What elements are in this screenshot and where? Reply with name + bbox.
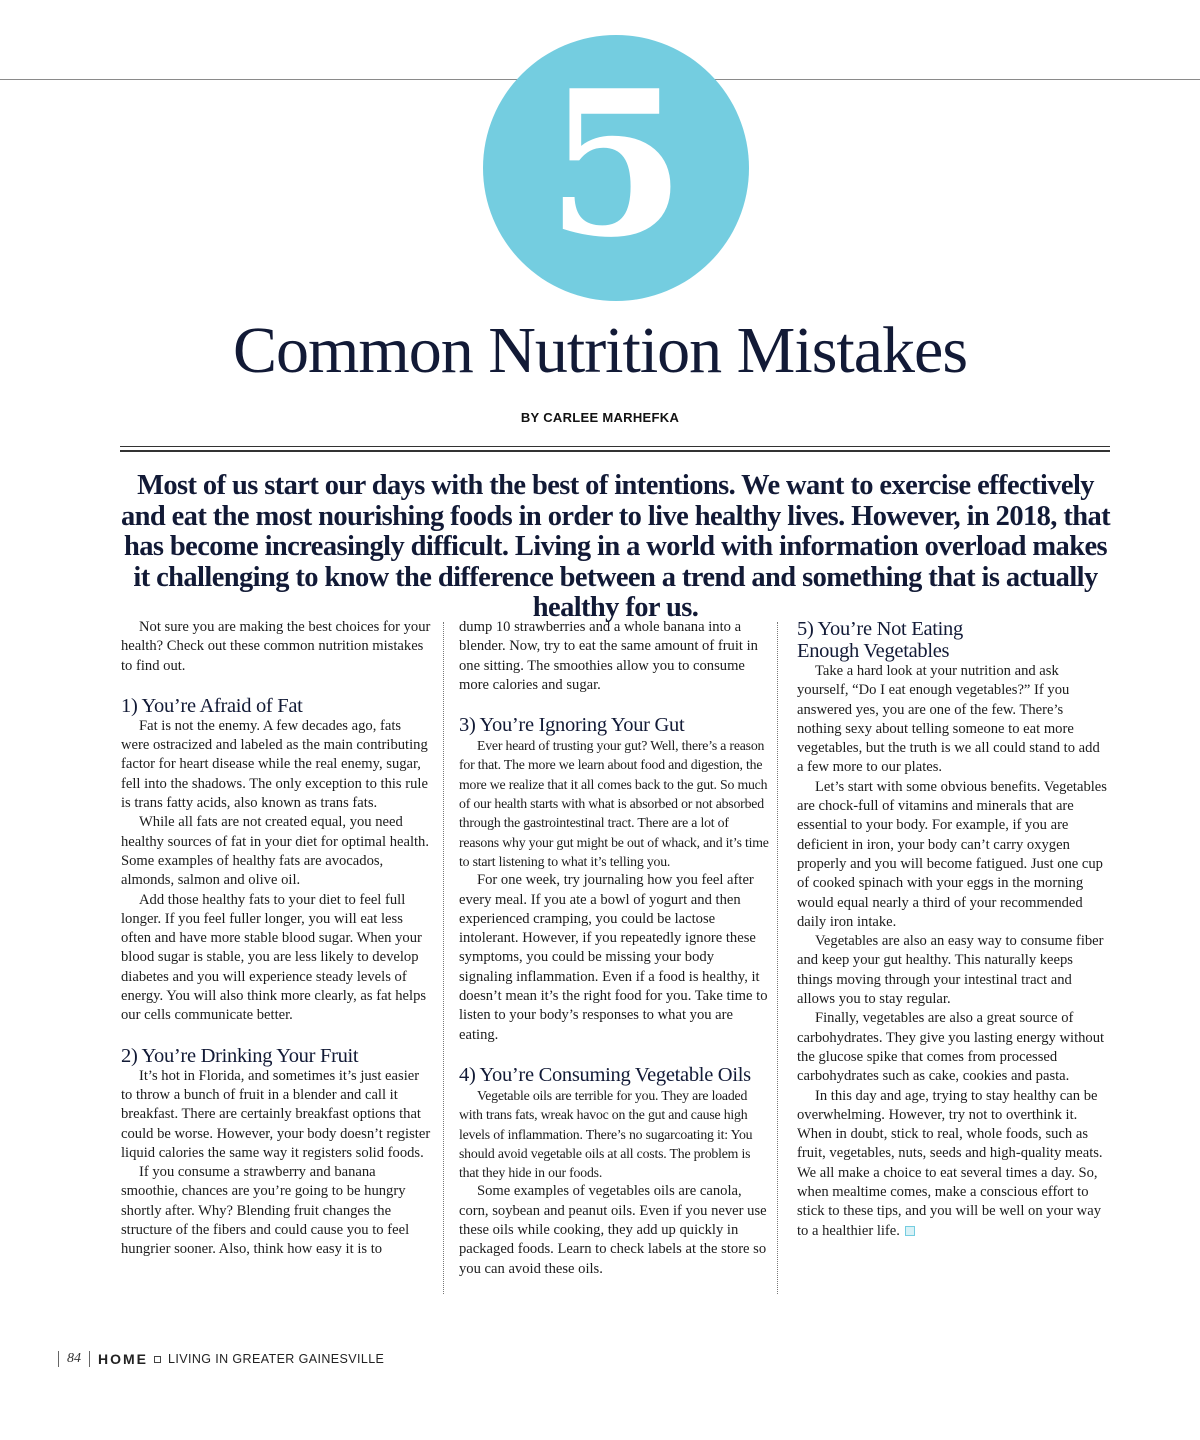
square-bullet-icon (154, 1356, 161, 1363)
section-heading-2: 2) You’re Drinking Your Fruit (121, 1044, 359, 1067)
paragraph: Add those healthy fats to your diet to feel full longer. If you feel fuller longer, you will eat less often and have more stable blood sugar. When your blood sugar is stable, you are less likely to develop diabetes and you will experience steady levels of energy. You will also think more clearly, as fat helps our cells communicate better. (121, 891, 427, 1024)
footer-bar (58, 1351, 59, 1367)
page-number: 84 (67, 1351, 81, 1366)
magazine-brand: HOME (98, 1351, 148, 1367)
paragraph: Fat is not the enemy. A few decades ago, fats were ostracized and labeled as the main contributing factor for heart disease while the real enemy, sugar, fell into the shadows. The only exception to this rule is trans fatty acids, also known as trans fats. (121, 717, 428, 812)
section-heading-1: 1) You’re Afraid of Fat (121, 694, 303, 717)
column-3 (797, 618, 1109, 1241)
section-heading-5: 5) You’re Not Eating Enough Vegetables (797, 618, 963, 662)
paragraph: Vegetables are also an easy way to consume fiber and keep your gut healthy. This naturally keeps things moving through your intestinal tract and allows you to stay regular. (797, 933, 1104, 1008)
number-badge (483, 35, 749, 301)
paragraph: Ever heard of trusting your gut? Well, there’s a reason for that. The more we learn about food and digestion, the more we realize that it all comes back to the gut. So much of our health starts with what is absorbed or not absorbed through the gastrointestinal tract. There are a lot of reasons why your gut might be out of whack, and it’s time to start listening to what it’s telling you. (459, 738, 769, 869)
paragraph: Not sure you are making the best choices for your health? Check out these common nutrition mistakes to find out. (121, 619, 431, 674)
section-heading-4: 4) You’re Consuming Vegetable Oils (459, 1063, 751, 1086)
paragraph: It’s hot in Florida, and sometimes it’s just easier to throw a bunch of fruit in a blender and call it breakfast. There are certainly breakfast options that could be worse. However, your body doesn’t register liquid calories the same way it registers solid foods. (121, 1067, 431, 1161)
paragraph: Vegetable oils are terrible for you. They are loaded with trans fats, wreak havoc on the gut and cause high levels of inflammation. There’s no sugarcoating it: You should avoid vegetable oils at all costs. The problem is that they hide in our foods. (459, 1087, 753, 1181)
byline: BY CARLEE MARHEFKA (520, 410, 680, 425)
magazine-tagline: LIVING IN GREATER GAINESVILLE (168, 1352, 385, 1366)
paragraph: Let’s start with some obvious benefits. Vegetables are chock-full of vitamins and minerals that are essential to your body. For example, if you are deficient in iron, your body can’t carry oxygen properly and you will become fatigued. Just one cup of cooked spinach with your eggs in the morning would equal nearly a third of your recommended daily iron intake. (797, 778, 1107, 930)
paragraph: Take a hard look at your nutrition and ask yourself, “Do I eat enough vegetables?” If you answered yes, you are one of the few. There’s nothing sexy about telling someone to eat more vegetables, but the truth is we all could stand to add a few more to our plates. (797, 663, 1100, 776)
paragraph: If you consume a strawberry and banana smoothie, chances are you’re going to be hungry shortly after. Why? Blending fruit changes the structure of the fibers and could cause you to feel hungrier sooner. Also, think how easy it is to (121, 1164, 410, 1258)
paragraph-final (797, 1087, 1109, 1241)
article-title: Common Nutrition Mistakes (233, 314, 967, 387)
end-mark-icon (905, 1226, 915, 1236)
column-divider (443, 622, 444, 1294)
paragraph: For one week, try journaling how you feel after every meal. If you ate a bowl of yogurt and then experienced cramping, you could be lactose intolerant. However, if you repeatedly ignore these symptoms, you could be missing your body signaling inflammation. Even if a food is healthy, it doesn’t mean it’s the right food for you. Take time to listen to your body’s responses to what you are eating. (459, 872, 768, 1043)
page-footer (58, 1350, 384, 1368)
final-text: In this day and age, trying to stay healthy can be overwhelming. However, try not to overthink it. When in doubt, stick to real, whole foods, such as fruit, vegetables, nuts, seeds and high-quality meats. We all make a choice to eat several times a day. So, when mealtime comes, make a conscious effort to stick to these tips, and you will be well on your way to a healthier life. (797, 1087, 1103, 1239)
paragraph: dump 10 strawberries and a whole banana into a blender. Now, try to eat the same amount of fruit in one sitting. The smoothies allow you to consume more calories and sugar. (459, 619, 758, 693)
paragraph: Finally, vegetables are also a great source of carbohydrates. They give you lasting energy without the glucose spike that comes from processed carbohydrates such as cake, cookies and pasta. (797, 1010, 1105, 1085)
divider-rule-thick (120, 450, 1110, 452)
column-divider (777, 622, 778, 1294)
paragraph: Some examples of vegetables oils are canola, corn, soybean and peanut oils. Even if you never use these oils while cooking, they add up quickly in packaged foods. Learn to check labels at the store so you can avoid these oils. (459, 1183, 767, 1277)
paragraph: While all fats are not created equal, you need healthy sources of fat in your diet for optimal health. Some examples of healthy fats are avocados, almonds, salmon and olive oil. (121, 814, 430, 889)
section-heading-3: 3) You’re Ignoring Your Gut (459, 714, 685, 737)
intro-deck: Most of us start our days with the best of intentions. We want to exercise effectively and eat the most nourishing foods in order to live healthy lives. However, in 2018, that has become increasingly difficult. Living in a world with information overload makes it challenging to know the difference between a trend and something that is actually healthy for us. (120, 470, 1111, 623)
divider-rule-thin (120, 446, 1110, 447)
number-five: 5 (546, 47, 686, 282)
column-2 (459, 618, 771, 1279)
column-1 (121, 618, 433, 1260)
footer-bar (89, 1351, 90, 1367)
